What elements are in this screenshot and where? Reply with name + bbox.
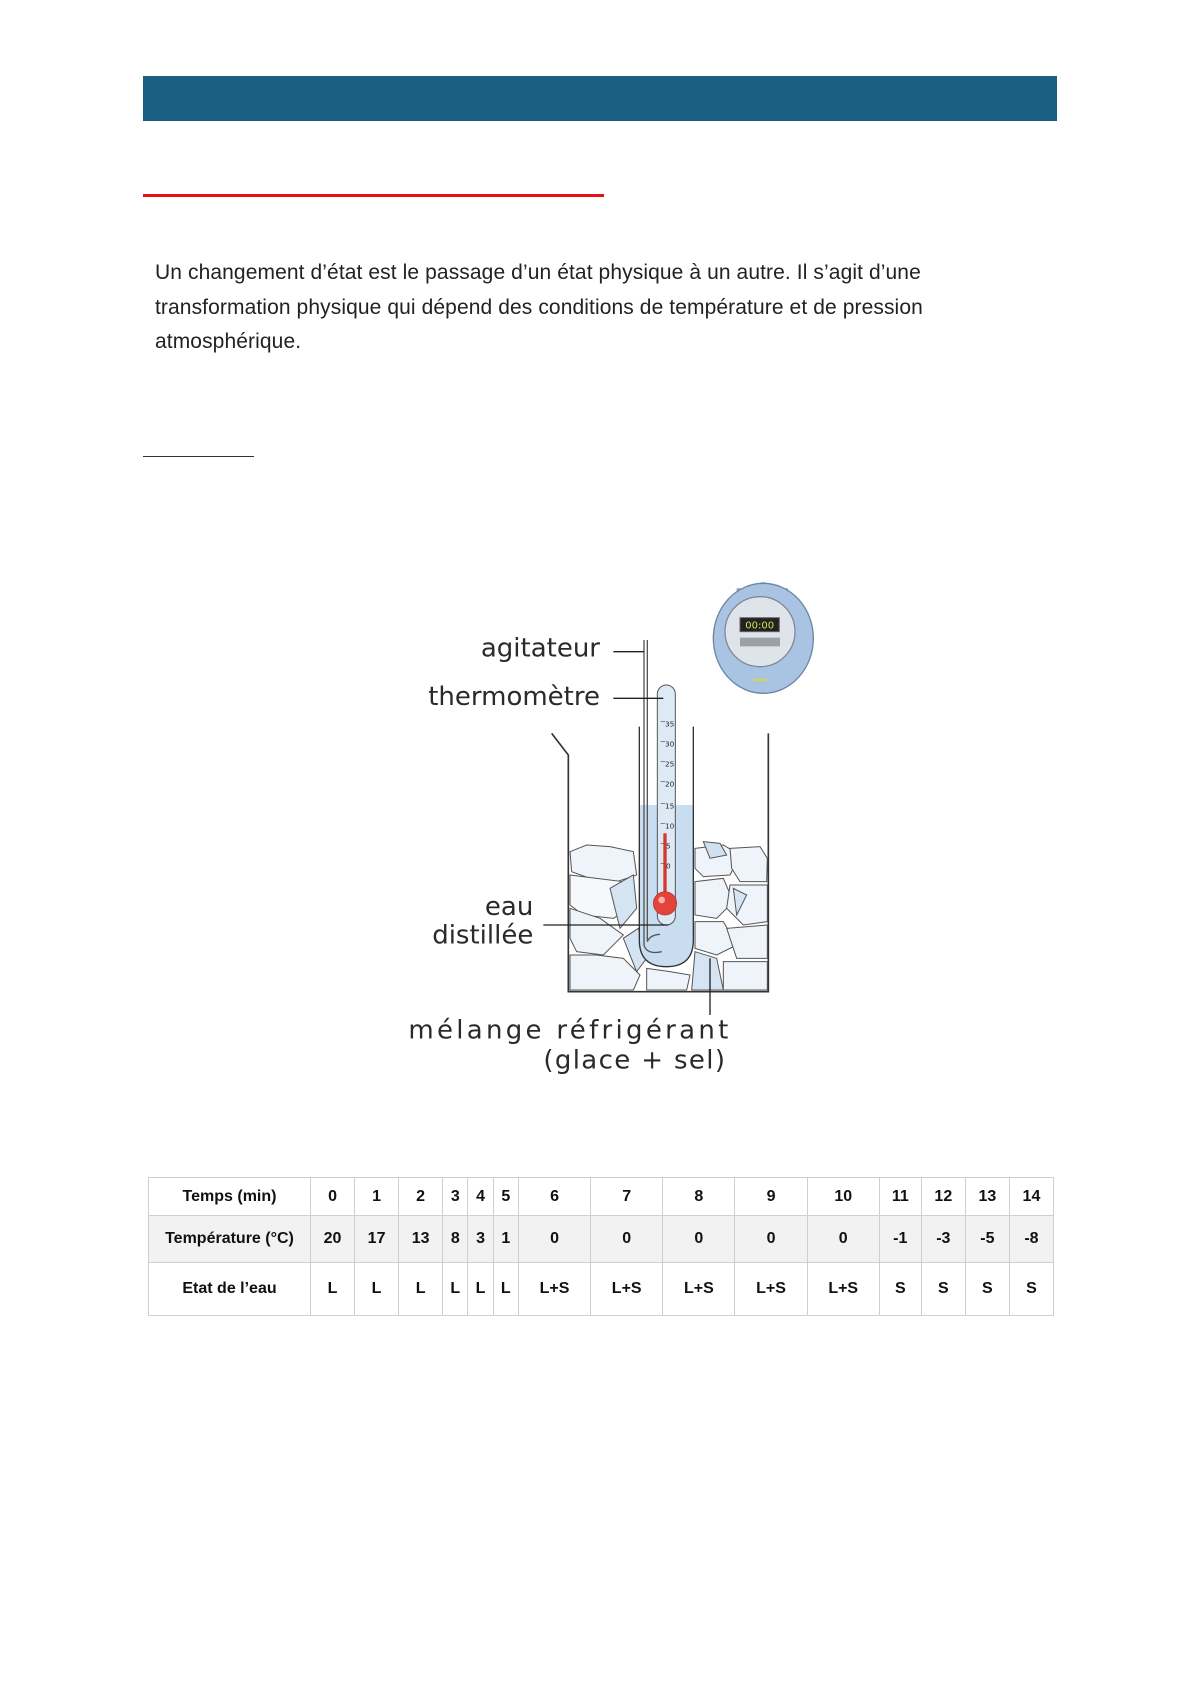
- label-melange: mélange réfrigérant: [408, 1015, 729, 1046]
- cell: -1: [879, 1216, 921, 1263]
- cell: 8: [663, 1178, 735, 1216]
- cell: 5: [493, 1178, 518, 1216]
- cell: 0: [663, 1216, 735, 1263]
- intro-paragraph: Un changement d’état est le passage d’un état physique à un autre. Il s’agit d’une transformation physique qui dépend des conditions de température et de pression atmosphérique.: [155, 261, 923, 353]
- label-eau: eau: [484, 892, 534, 922]
- cell: S: [965, 1263, 1009, 1316]
- label-agitateur: agitateur: [480, 633, 600, 664]
- scale-label: 30: [665, 739, 675, 749]
- title-underline: [143, 194, 604, 197]
- cell: 20: [311, 1216, 355, 1263]
- cell: 4: [468, 1178, 493, 1216]
- scale-label: 5: [666, 841, 671, 851]
- measurements-table: [148, 1177, 1054, 1316]
- cell: L: [399, 1263, 443, 1316]
- cell: L+S: [807, 1263, 879, 1316]
- cell: 10: [807, 1178, 879, 1216]
- scale-label: 20: [665, 779, 675, 789]
- stopwatch-display: 00:00: [745, 620, 775, 632]
- cell: S: [1009, 1263, 1053, 1316]
- experiment-diagram: [370, 575, 830, 1105]
- cell: 0: [807, 1216, 879, 1263]
- cell: 1: [355, 1178, 399, 1216]
- cell: 13: [399, 1216, 443, 1263]
- cell: L+S: [518, 1263, 590, 1316]
- cell: L+S: [591, 1263, 663, 1316]
- cell: -3: [921, 1216, 965, 1263]
- cell: 3: [468, 1216, 493, 1263]
- cell: 14: [1009, 1178, 1053, 1216]
- label-thermometre: thermomètre: [428, 682, 600, 712]
- scale-label: 10: [665, 821, 675, 831]
- cell: L: [311, 1263, 355, 1316]
- row-header: Etat de l’eau: [149, 1263, 311, 1316]
- section-underline: [143, 456, 254, 457]
- cell: L+S: [663, 1263, 735, 1316]
- cell: 0: [518, 1216, 590, 1263]
- cell: 1: [493, 1216, 518, 1263]
- cell: 12: [921, 1178, 965, 1216]
- scale-label: 35: [665, 719, 675, 729]
- cell: 8: [443, 1216, 468, 1263]
- cell: -8: [1009, 1216, 1053, 1263]
- cell: 11: [879, 1178, 921, 1216]
- cell: 13: [965, 1178, 1009, 1216]
- cell: 0: [735, 1216, 807, 1263]
- row-header: Température (°C): [149, 1216, 311, 1263]
- cell: 9: [735, 1178, 807, 1216]
- cell: S: [879, 1263, 921, 1316]
- cell: 7: [591, 1178, 663, 1216]
- cell: 17: [355, 1216, 399, 1263]
- scale-label: 15: [665, 801, 675, 811]
- table-row-time: [149, 1178, 1054, 1216]
- cell: 0: [311, 1178, 355, 1216]
- cell: 2: [399, 1178, 443, 1216]
- cell: L: [468, 1263, 493, 1316]
- cell: 6: [518, 1178, 590, 1216]
- header-bar: [143, 76, 1057, 121]
- cell: L: [355, 1263, 399, 1316]
- thermometer: [653, 685, 676, 925]
- experiment-svg: [370, 575, 830, 1105]
- table-row-temperature: [149, 1216, 1054, 1263]
- cell: L+S: [735, 1263, 807, 1316]
- cell: 3: [443, 1178, 468, 1216]
- label-distillee: distillée: [432, 920, 534, 951]
- scale-label: 0: [666, 861, 671, 871]
- label-glace-sel: (glace + sel): [543, 1045, 725, 1076]
- cell: -5: [965, 1216, 1009, 1263]
- table-row-state: [149, 1263, 1054, 1316]
- row-header: Temps (min): [149, 1178, 311, 1216]
- cell: L: [443, 1263, 468, 1316]
- stopwatch-icon: [713, 582, 813, 693]
- cell: S: [921, 1263, 965, 1316]
- scale-label: 25: [665, 759, 675, 769]
- cell: L: [493, 1263, 518, 1316]
- cell: 0: [591, 1216, 663, 1263]
